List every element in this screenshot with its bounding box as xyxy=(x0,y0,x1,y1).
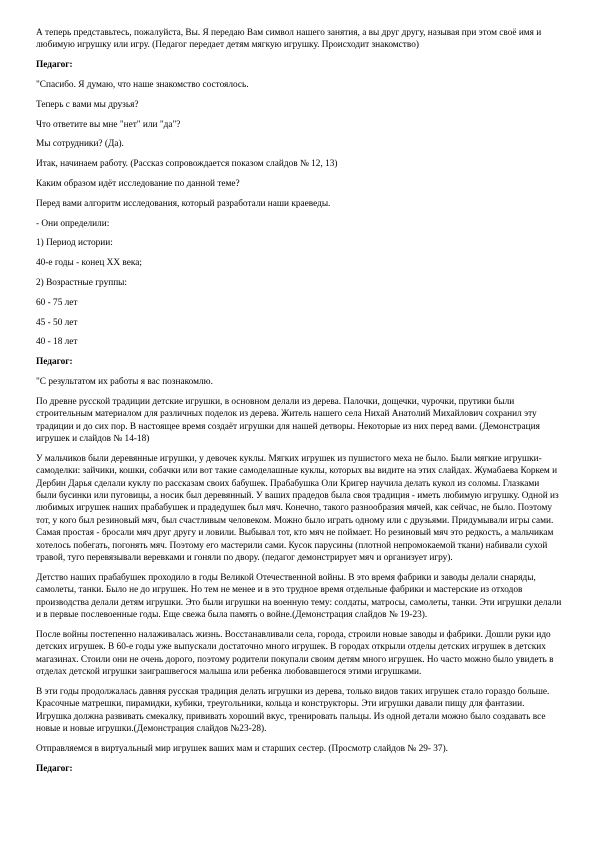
paragraph: Отправляемся в виртуальный мир игрушек ваших мам и старших сестер. (Просмотр слайдов № 29- 37). xyxy=(36,743,449,754)
paragraph: Детство наших прабабушек проходило в годы Великой Отечественной войны. В это время фабрики и заводы делали снаряды, самолеты, танки. Было не до игрушек. Но тем не менее и в это трудное время отдельные фабрики и мастерские из отходов производства делали детям игрушки. Это были игрушки на военную тему: солдаты, матросы, самолеты, танки. Эти игрушки делали и в первые послевоенные годы. Еще свежа была память о войне.(Демонстрация слайдов № 19-23). xyxy=(36,572,562,621)
paragraph: "Спасибо. Я думаю, что наше знакомство состоялось. xyxy=(36,80,249,90)
paragraph: 45 - 50 лет xyxy=(36,317,78,328)
paragraph: Перед вами алгоритм исследования, который разработали наши краеведы. xyxy=(36,198,331,209)
speaker-heading: Педагог: xyxy=(36,357,73,368)
speaker-heading: Педагог: xyxy=(36,60,73,71)
paragraph: 2) Возрастные группы: xyxy=(36,277,127,288)
paragraph: В эти годы продолжалась давняя русская традиция делать игрушки из дерева, только видов таких игрушек стало гораздо больше. Красочные матрешки, пирамидки, кубики, треугольники, кольца и конструкторы. Эти игрушки давали пищу для фантазии. Игрушка должна развивать смекалку, прививать хороший вкус, тренировать пальцы. Из одной детали можно было создавать все новые и новые игрушки.(Демонстрация слайдов №23-28). xyxy=(36,686,550,735)
paragraph: 1) Период истории: xyxy=(36,238,113,249)
speaker-heading: Педагог: xyxy=(36,763,73,774)
paragraph: Итак, начинаем работу. (Рассказ сопровождается показом слайдов № 12, 13) xyxy=(36,159,338,170)
paragraph: 40-е годы - конец XX века; xyxy=(36,258,142,269)
document-page xyxy=(36,27,562,775)
paragraph: По древне русской традиции детские игрушки, в основном делали из дерева. Палочки, дощечки, чурочки, прутики были строительным материалом для различных поделок из дерева. Житель нашего села Нихай Анатолий Михайлович сохранил эту традиции и до сих пор. В настоящее время создаёт игрушки для нашей детворы. Некоторые из них перед вами. (Демонстрация игрушек и слайдов № 14-18) xyxy=(36,396,540,444)
paragraph: Мы сотрудники? (Да). xyxy=(36,139,124,150)
paragraph: У мальчиков были деревянные игрушки, у девочек куклы. Мягких игрушек из пушистого меха не было. Были мягкие игрушки-самоделки: зайчики, кошки, собачки или вот такие самоделашные куклы, которых вы видите на этих слайдах. Жумабаева Коркем и Дербин Дарья сделали куклу по рассказам своих бабушек. Прабабушка Оли Кригер научила делать кукол из соломы. Глазками были бусинки или пуговицы, а носик был деревянный. У ваших прадедов была своя традиция - иметь любимую игрушку. Одной из любимых игрушек наших прабабушек и прадедушек был мяч. Конечно, такого разнообразия мячей, как сейчас, не было. Поэтому тот, у кого был резиновый мяч, был счастливым человеком. Можно было играть одному или с друзьями. Придумывали игры сами. Самая простая - бросали мяч друг другу и ловили. Выбывал тот, кто мяч не поймает. Но резиновый мяч это редкость, а мальчикам хотелось побегать, погонять мяч. Поэтому его мастерили сами. Кусок парусины (плотной непромокаемой ткани) набивали сухой травой, туго перевязывали веревками и гоняли по двору. (педагог демонстрирует мяч и организует игру). xyxy=(36,453,559,564)
paragraph: После войны постепенно налаживалась жизнь. Восстанавливали села, города, строили новые заводы и фабрики. Дошли руки идо детских игрушек. В 60-е годы уже выпускали достаточно много игрушек. В городах открыли отделы детских игрушек в детских магазинах. Стоили они не очень дорого, поэтому родители покупали своим детям много игрушек. Но часто можно было увидеть в отделах детской игрушки заиграшвегося малыша или ребенка любовавшегося этими игрушками. xyxy=(36,629,554,678)
paragraph: Каким образом идёт исследование по данной теме? xyxy=(36,178,240,189)
paragraph: Теперь с вами мы друзья? xyxy=(36,99,139,110)
paragraph: 60 - 75 лет xyxy=(36,297,78,308)
paragraph: Что ответите вы мне "нет" или "да"? xyxy=(36,119,181,130)
paragraph: - Они определили: xyxy=(36,218,110,229)
paragraph: "С результатом их работы я вас познакомлю. xyxy=(36,376,213,387)
paragraph: А теперь представьтесь, пожалуйста, Вы. Я передаю Вам символ нашего занятия, а вы друг другу, называя при этом своё имя и любимую игрушку или игру. (Педагог передает детям мягкую игрушку. Происходит знакомство) xyxy=(36,28,542,51)
paragraph: 40 - 18 лет xyxy=(36,337,78,348)
